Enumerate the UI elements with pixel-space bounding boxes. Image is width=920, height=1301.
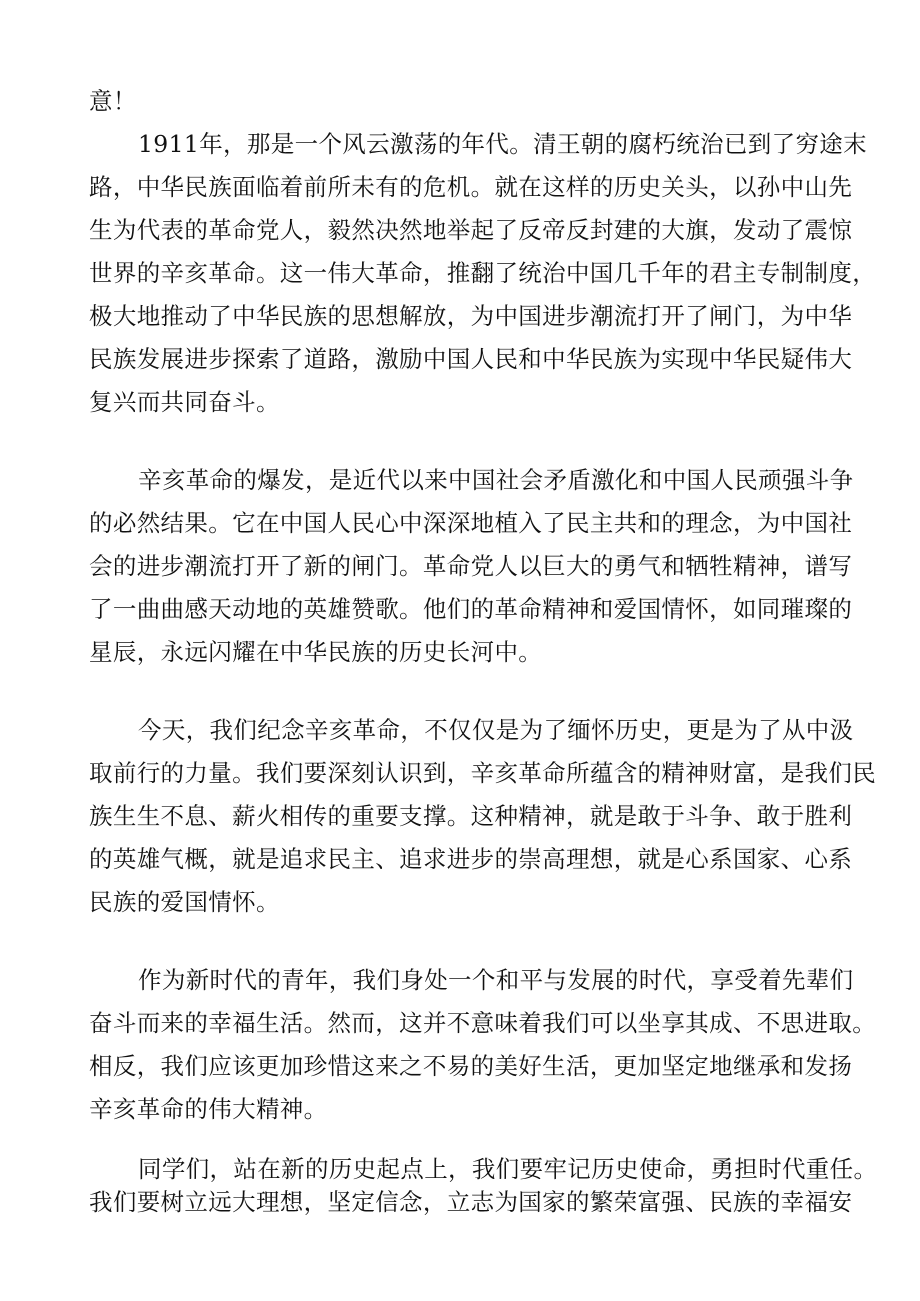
paragraph-line: 相反，我们应该更加珍惜这来之不易的美好生活，更加坚定地继承和发扬 xyxy=(89,1052,853,1080)
paragraph-line: 路，中华民族面临着前所未有的危机。就在这样的历史关头，以孙中山先 xyxy=(89,173,853,201)
paragraph-line: 的必然结果。它在中国人民心中深深地植入了民主共和的理念，为中国社 xyxy=(89,509,853,537)
paragraph-line: 族生生不息、薪火相传的重要支撑。这种精神，就是敢于斗争、敢于胜利 xyxy=(89,802,853,830)
paragraph-line: 民族发展进步探索了道路，激励中国人民和中华民族为实现中华民疑伟大 xyxy=(89,345,853,373)
paragraph-line: 的英雄气概，就是追求民主、追求进步的崇高理想，就是心系国家、心系 xyxy=(89,845,853,873)
paragraph-line: 作为新时代的青年，我们身处一个和平与发展的时代，享受着先辈们 xyxy=(138,966,854,994)
paragraph-line: 了一曲曲感天动地的英雄赞歌。他们的革命精神和爱国情怀，如同璀璨的 xyxy=(89,595,853,623)
paragraph-line: 星辰，永远闪耀在中华民族的历史长河中。 xyxy=(89,638,543,666)
paragraph-line: 民族的爱国情怀。 xyxy=(89,888,280,916)
paragraph-line: 取前行的力量。我们要深刻认识到，辛亥革命所蕴含的精神财富，是我们民 xyxy=(89,759,877,787)
paragraph-line: 生为代表的革命党人，毅然决然地举起了反帝反封建的大旗，发动了震惊 xyxy=(89,216,853,244)
paragraph-line: 同学们，站在新的历史起点上，我们要牢记历史使命，勇担时代重任。 xyxy=(138,1155,878,1183)
paragraph-line: 复兴而共同奋斗。 xyxy=(89,388,280,416)
paragraph-line: 世界的辛亥革命。这一伟大革命，推翻了统治中国几千年的君主专制制度， xyxy=(89,259,877,287)
paragraph-line: 辛亥革命的爆发，是近代以来中国社会矛盾激化和中国人民顽强斗争 xyxy=(138,466,854,494)
paragraph-line: 奋斗而来的幸福生活。然而，这并不意味着我们可以坐享其成、不思进取。 xyxy=(89,1009,877,1037)
paragraph-line: 意！ xyxy=(89,87,137,115)
paragraph-line: 极大地推动了中华民族的思想解放，为中国进步潮流打开了闸门，为中华 xyxy=(89,302,853,330)
paragraph-line: 会的进步潮流打开了新的闸门。革命党人以巨大的勇气和牺牲精神，谱写 xyxy=(89,552,853,580)
paragraph-line: 1911年，那是一个风云激荡的年代。清王朝的腐朽统治已到了穷途末 xyxy=(138,130,868,158)
paragraph-line: 辛亥革命的伟大精神。 xyxy=(89,1095,328,1123)
paragraph-line: 我们要树立远大理想，坚定信念，立志为国家的繁荣富强、民族的幸福安 xyxy=(89,1188,853,1216)
paragraph-line: 今天，我们纪念辛亥革命，不仅仅是为了缅怀历史，更是为了从中汲 xyxy=(138,716,854,744)
